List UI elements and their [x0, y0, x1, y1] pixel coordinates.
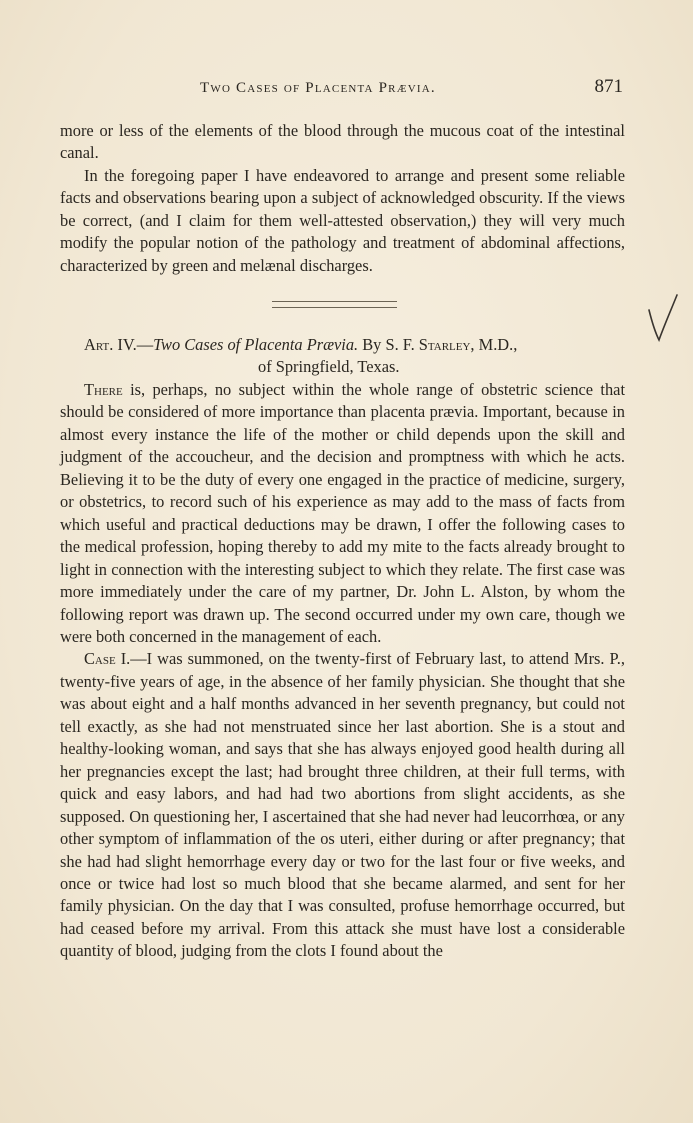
running-header [60, 76, 625, 102]
paragraph-text: —I was summoned, on the twenty-first of February last, to attend Mrs. P., twenty-five years of age, in the absence of her family physician. She thought that she was about eight and a half months advanced in her seventh pregnancy, but could not tell exactly, as she had not menstruated since her last abortion. She is a stout and healthy-looking woman, and says that she has always enjoyed good health during all her pregnancies except the last; had brought three children, at their full terms, with quick and easy labors, and had had two abortions from slight accidents, as she supposed. On questioning her, I ascertained that she had never had leucorrhœa, or any other symptom of inflammation of the os uteri, either during or after pregnancy; that she had had slight hemorrhage every day or two for the last four or five weeks, and once or twice had lost so much blood that she became alarmed, and sent for her family physician. On the day that I was consulted, profuse hemorrhage occurred, but had ceased before my arrival. From this attack she must have lost a considerable quantity of blood, judging from the clots I found about the [60, 649, 625, 961]
paragraph [60, 379, 625, 648]
page-number: 871 [594, 76, 623, 97]
case-label: Case I. [84, 649, 131, 669]
article-heading [60, 334, 625, 379]
paragraph-lead: There [84, 380, 123, 399]
article-author: S. F. Starley, M.D., [385, 335, 518, 354]
article-label: Art. IV. [84, 335, 137, 354]
paragraph: In the foregoing paper I have endeavored to arrange and present some reliable facts and observations bearing upon a subject of acknowledged obscurity. If the views be correct, (and I claim for them well-attested observation,) they will very much modify the popular notion of the pathology and treatment of abdominal affections, characterized by green and melænal discharges. [60, 165, 625, 275]
section-divider [272, 301, 397, 308]
running-title: Two Cases of Placenta Prævia. [200, 80, 436, 96]
preceding-article-ending [60, 120, 625, 277]
article-location: of Springfield, Texas. [258, 357, 400, 377]
article-by: By [362, 335, 382, 354]
paragraph [60, 648, 625, 962]
article-body [60, 379, 625, 963]
article-title: Two Cases of Placenta Prævia. [153, 335, 359, 354]
paragraph: more or less of the elements of the blood through the mucous coat of the intestinal canal. [60, 121, 625, 163]
handwritten-checkmark-icon [646, 292, 680, 342]
article-dash: — [136, 335, 154, 354]
paragraph-text: is, perhaps, no subject within the whole range of obstetric science that should be considered of more importance than placenta prævia. Important, because in almost every instance the life of the mother or child depends upon the skill and judgment of the accoucheur, and the decision and promptness with which he acts. Believing it to be the duty of every one engaged in the practice of medicine, surgery, or obstetrics, to record such of his experience as may add to the mass of facts from which useful and practical deductions may be drawn, I offer the following cases to the medical profession, hoping thereby to add my mite to the facts already brought to light in connection with the interesting subject to which they relate. The first case was more immediately under the care of my partner, Dr. John L. Alston, by whom the following report was drawn up. The second occurred under my own care, though we were both concerned in the management of each. [60, 380, 625, 646]
